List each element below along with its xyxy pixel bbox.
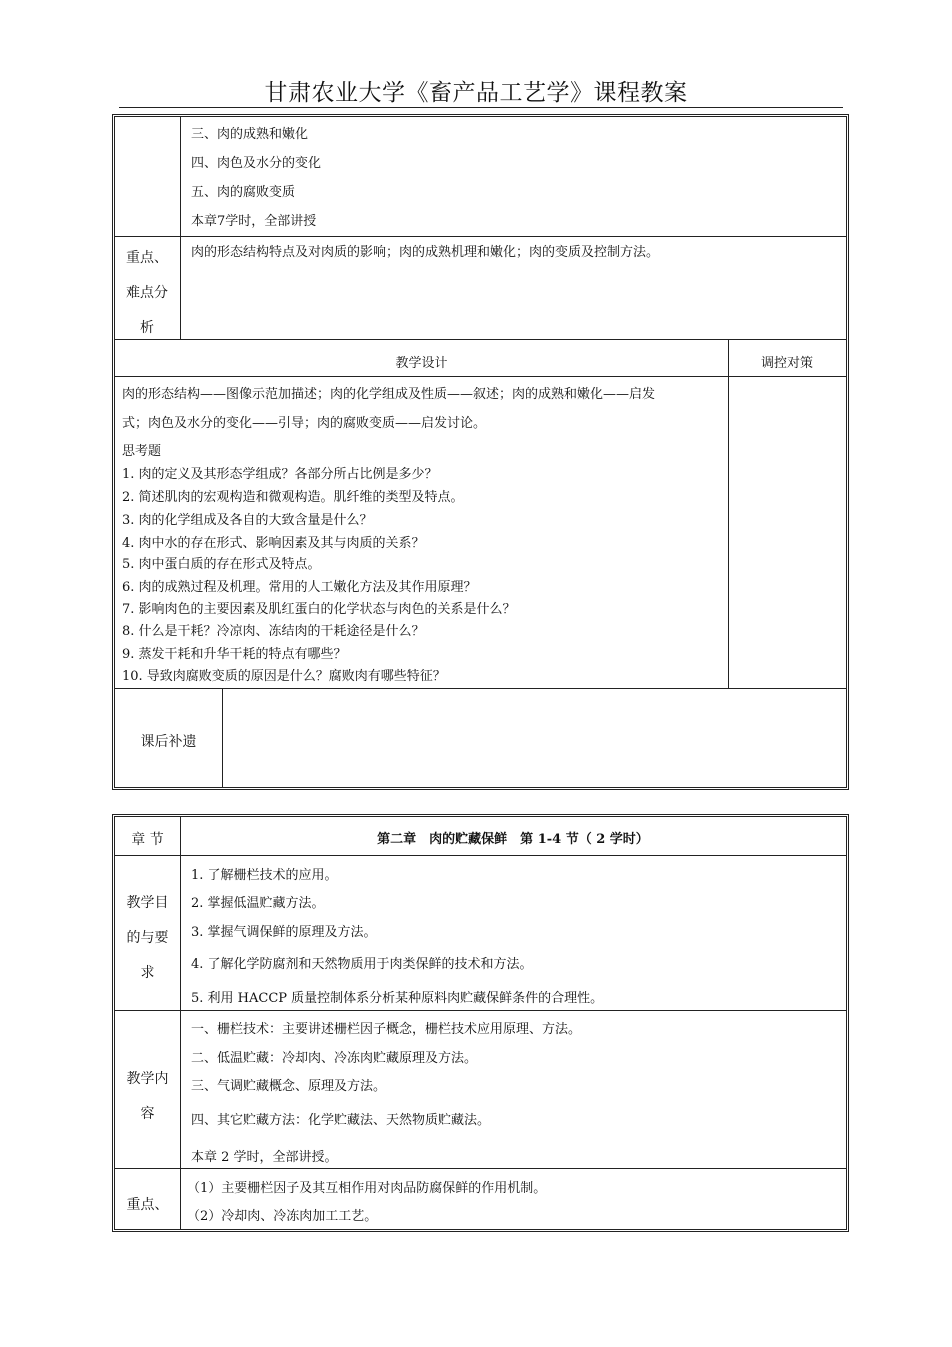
key-label: 重点、 (126, 1197, 169, 1213)
key-label: 难点分 (126, 285, 168, 301)
content-label: 容 (140, 1106, 155, 1122)
page-title: 甘肃农业大学《畜产品工艺学》课程教案 (264, 80, 688, 106)
goal-item: 1. 了解栅栏技术的应用。 (191, 868, 338, 883)
divider (115, 855, 846, 856)
question-item: 10. 导致肉腐败变质的原因是什么？腐败肉有哪些特征？ (122, 669, 446, 684)
divider (115, 688, 846, 689)
question-item: 1. 肉的定义及其形态学组成？各部分所占比例是多少？ (122, 467, 438, 482)
goal-item: 3. 掌握气调保鲜的原理及方法。 (191, 925, 377, 940)
goal-item: 2. 掌握低温贮藏方法。 (191, 896, 325, 911)
key-item: （2）冷却肉、冷冻肉加工工艺。 (187, 1209, 378, 1224)
question-item: 9. 蒸发干耗和升华干耗的特点有哪些？ (122, 647, 347, 662)
key-label: 重点、 (126, 250, 168, 266)
chapter-label: 章 节 (131, 832, 164, 848)
content-item: 三、气调贮藏概念、原理及方法。 (191, 1079, 387, 1094)
content-item: 二、低温贮藏：冷却肉、冷冻肉贮藏原理及方法。 (191, 1051, 478, 1066)
divider (115, 236, 846, 237)
question-item: 2. 简述肌肉的宏观构造和微观构造。肌纤维的类型及特点。 (122, 490, 464, 505)
goals-label: 求 (140, 965, 155, 981)
divider (115, 339, 846, 340)
question-item: 5. 肉中蛋白质的存在形式及特点。 (122, 557, 321, 572)
question-item: 6. 肉的成熟过程及机理。常用的人工嫩化方法及其作用原理？ (122, 580, 477, 595)
divider (115, 1168, 846, 1169)
goal-item: 5. 利用 HACCP 质量控制体系分析某种原料肉贮藏保鲜条件的合理性。 (191, 991, 604, 1006)
key-label: 析 (140, 320, 154, 336)
divider (115, 1010, 846, 1011)
content-item: 本章 2 学时，全部讲授。 (191, 1150, 338, 1165)
strategy-header: 调控对策 (760, 356, 813, 371)
content-item: 一、栅栏技术：主要讲述栅栏因子概念，栅栏技术应用原理、方法。 (191, 1022, 582, 1037)
key-item: （1）主要栅栏因子及其互相作用对肉品防腐保鲜的作用机制。 (187, 1181, 547, 1196)
content-line: 五、肉的腐败变质 (191, 185, 296, 200)
divider (728, 339, 729, 688)
content-item: 四、其它贮藏方法：化学贮藏法、天然物质贮藏法。 (191, 1113, 491, 1128)
divider (180, 117, 181, 339)
content-line: 四、肉色及水分的变化 (191, 156, 322, 171)
question-item: 8. 什么是干耗？冷凉肉、冻结肉的干耗途径是什么？ (122, 624, 425, 639)
design-line: 式；肉色及水分的变化——引导；肉的腐败变质——启发讨论。 (122, 416, 487, 431)
question-item: 4. 肉中水的存在形式、影响因素及其与肉质的关系？ (122, 536, 425, 551)
divider (222, 688, 223, 787)
content-line: 本章7学时，全部讲授 (191, 214, 317, 229)
questions-title: 思考题 (122, 444, 162, 459)
key-points-text: 肉的形态结构特点及对肉质的影响；肉的成熟机理和嫩化；肉的变质及控制方法。 (191, 245, 660, 260)
design-header: 教学设计 (395, 356, 448, 371)
question-item: 7. 影响肉色的主要因素及肌红蛋白的化学状态与肉色的关系是什么？ (122, 602, 516, 617)
goals-label: 教学目 (126, 895, 169, 911)
supplement-label: 课后补遗 (140, 734, 197, 750)
divider (115, 376, 846, 377)
goals-label: 的与要 (126, 930, 169, 946)
content-label: 教学内 (126, 1071, 169, 1087)
title-underline (119, 107, 843, 108)
question-item: 3. 肉的化学组成及各自的大致含量是什么？ (122, 513, 373, 528)
content-line: 三、肉的成熟和嫩化 (191, 127, 309, 142)
chapter-title: 第二章 肉的贮藏保鲜 第 1-4 节（ 2 学时） (377, 832, 649, 847)
goal-item: 4. 了解化学防腐剂和天然物质用于肉类保鲜的技术和方法。 (191, 957, 533, 972)
design-line: 肉的形态结构——图像示范加描述；肉的化学组成及性质——叙述；肉的成熟和嫩化——启发 (122, 387, 656, 402)
